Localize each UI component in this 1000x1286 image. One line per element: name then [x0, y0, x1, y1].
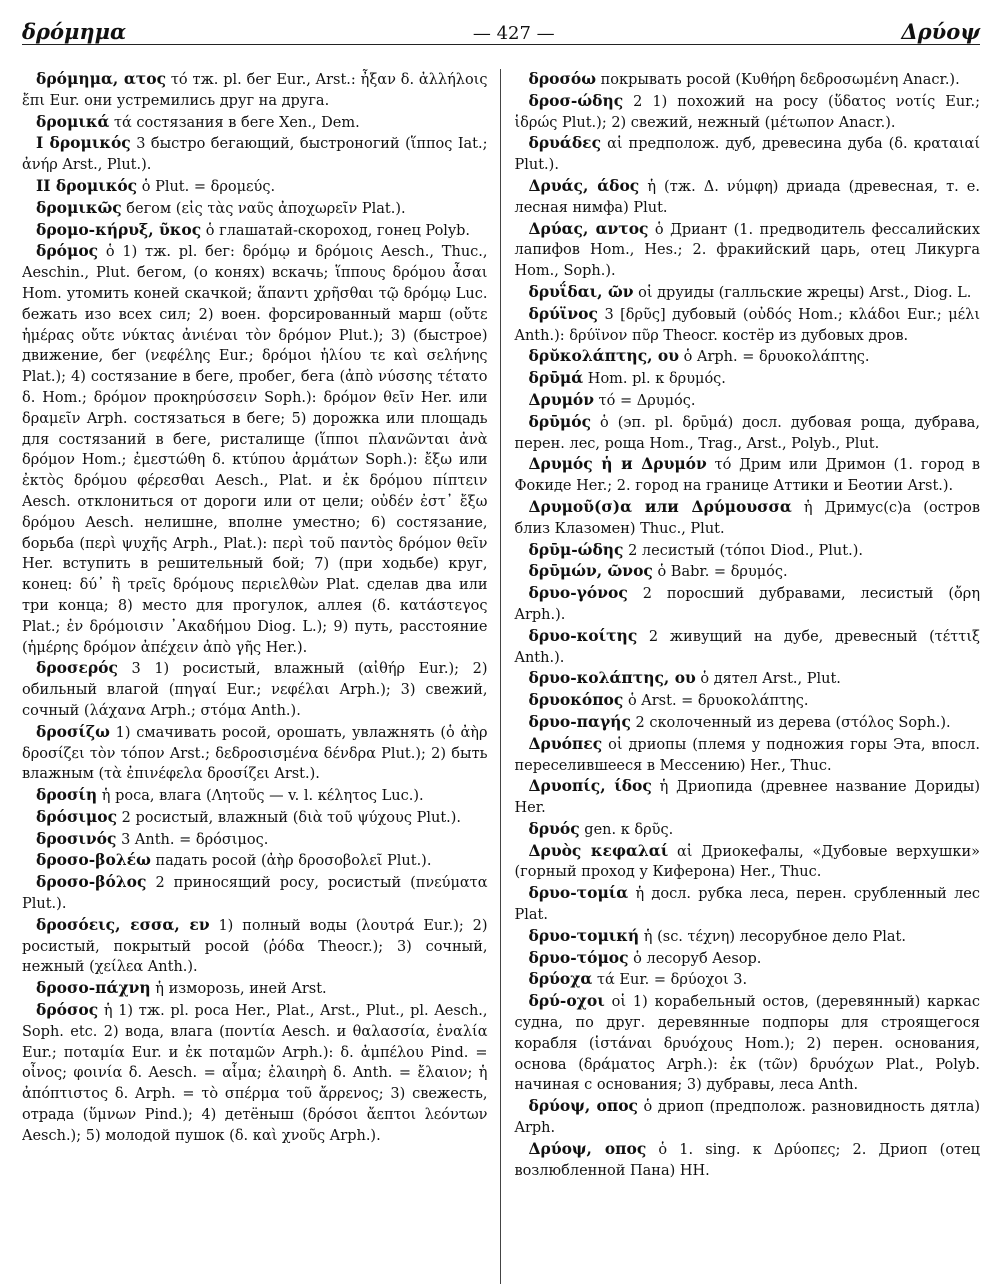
entry-definition: τά Eur. = δρύοχοι 3.	[596, 972, 748, 989]
entry-definition: ἡ роса, влага (Λητοῦς — v. l. κέλητος Luc.).	[101, 788, 424, 805]
dictionary-entry	[515, 561, 981, 583]
entry-definition: ὁ Arph. = δρυοκολάπτης.	[683, 349, 870, 366]
entry-headword: δρόσος	[36, 1000, 99, 1020]
dictionary-entry	[515, 412, 981, 455]
entry-definition: 2 1) похожий на росу (ὕδατος νοτίς Eur.; ἱδρώς Plut.); 2) свежий, нежный (μέτωπον Anacr.).	[514, 93, 980, 131]
dictionary-entry	[515, 1139, 981, 1182]
entry-definition: gen. к δρῦς.	[584, 821, 674, 838]
entry-definition: οἱ дриопы (племя у подножия горы Эта, впосл. переселившееся в Мессению) Her., Thuc.	[514, 736, 980, 774]
dictionary-entry	[515, 368, 981, 390]
entry-headword: δρύοψ, οπος	[528, 1096, 638, 1116]
header-last-word: Δρύοψ	[901, 19, 980, 44]
entry-headword: Δρυὸς κεφαλαί	[528, 840, 669, 860]
entry-headword: Δρυμόν	[528, 389, 595, 409]
entry-definition: ὁ (эп. pl. δρῡμά) досл. дубовая роща, дубрава, перен. лес, роща Hom., Trag., Arst., Polyb., Plut.	[514, 414, 980, 452]
dictionary-entry	[22, 133, 488, 176]
entry-headword: δρῡμ-ώδης	[528, 539, 624, 559]
entry-definition: 2 приносящий росу, росистый (πνεύματα Plut.).	[22, 875, 488, 913]
entry-definition: ὁ 1) тж. pl. бег: δρόμῳ и δρόμοις Aesch., Thuc., Aeschin., Plut. бегом, (о конях) вскачь; ἵππους δρόμου ἆσαι Hom. утомить коней скачкой; ἅπαντι χρῆσθαι τῷ δρόμῳ Luc. бежать изо всех сил; 2) воен. форсированный марш (οὔτε ἡμέρας οὔτε νύκτας ἀνιέναι τὸν δρόμον Plut.); 3) (быстрое) движение, бег (νεφέλης Eur.; δρόμοι ἡλίου τε καὶ σελήνης Plat.); 4) состязание в беге, пробег, бега (ἀπὸ νύσσης τέτατο δ. Hom.; δρόμον προκηρύσσειν Soph.): δρόμον θεῖν Her. или δραμεῖν Arph. состязаться в беге; 5) дорожка или площадь для состязаний в беге, ристалище (ἵπποι πλανῶνται ἀνὰ δρόμον Hom.; ἐμεστώθη δ. κτύπου ἁρμάτων Soph.): ἔξω или ἐκτὸς δρόμου φέρεσθαι Aesch., Plat. и ἐκ δρόμου πίπτειν Aesch. отклониться от дороги или от цели; οὐδέν ἐστ᾽ ἔξω δρόμου Aesch. нелишне, вполне уместно; 6) состязание, борьба (περὶ ψυχῆς Arph., Plat.): περὶ τοῦ παντὸς δρόμον θεῖν Her. вступить в решительный бой; 7) (при ходьбе) круг, конец: δύ᾽ ἢ τρεῖς δρόμους περιελθὼν Plat. сделав два или три конца; 8) место для прогулок, аллея (δ. κατάστεγος Plat.; ἐν δρόμοισιν ᾽Ακαδήμου Diog. L.); 9) путь, расстояние (ἡμέρης δρόμον ἀπέχειν ἀπὸ γῆς Her.).	[22, 244, 488, 656]
entry-definition: τό тж. pl. бег Eur., Arst.: ἦξαν δ. ἀλλήλοις ἔπι Eur. они устремились друг на друга.	[22, 72, 488, 109]
dictionary-entry	[515, 776, 981, 819]
dictionary-entry	[515, 91, 981, 134]
entry-headword: δροσινός	[36, 828, 117, 848]
entry-definition: τά состязания в беге Xen., Dem.	[114, 114, 360, 131]
entry-definition: 1) полный воды (λουτρά Eur.); 2) росистый, покрытый росой (ῥόδα Theocr.); 3) сочный, нежный (χείλεα Anth.).	[22, 917, 488, 976]
entry-headword: δροσο-βολέω	[36, 850, 151, 870]
entry-definition: 2 сколоченный из дерева (στόλος Soph.).	[635, 714, 951, 731]
dictionary-entry	[515, 454, 981, 497]
entry-headword: Δρύοψ, οπος	[528, 1138, 647, 1158]
entry-definition: ὁ 1. sing. к Δρύοπες; 2. Дриоп (отец возлюбленной Пана) HH.	[514, 1141, 980, 1179]
entry-headword: Δρύας, αντος	[528, 218, 649, 238]
dictionary-entry	[515, 282, 981, 304]
dictionary-entry	[515, 497, 981, 540]
dictionary-entry	[515, 948, 981, 970]
dictionary-entry	[515, 926, 981, 948]
entry-headword: δρῠκολάπτης, ου	[528, 346, 680, 366]
dictionary-entry	[22, 1000, 488, 1147]
entry-definition: ἡ (sc. τέχνη) лесорубное дело Plat.	[643, 928, 906, 945]
entry-definition: ἡ Дриопида (древнее название Дориды) Her.	[514, 779, 980, 817]
dictionary-entry	[22, 112, 488, 134]
entry-definition: 3 Anth. = δρόσιμος.	[121, 831, 269, 848]
entry-headword: δρύϊνος	[528, 303, 598, 323]
columns	[22, 69, 980, 1284]
left-column	[22, 69, 501, 1284]
entry-definition: 1) смачивать росой, орошать, увлажнять (ὁ ἀὴρ δροσίζει τὸν τόπον Arst.; δεδροσισμένα δένδρα Plut.); 2) быть влажным (τὰ ἐπινέφελα δροσίζει Arst.).	[22, 724, 488, 783]
entry-definition: ὁ лесоруб Aesop.	[633, 950, 762, 967]
entry-headword: δρόμημα, ατος	[36, 69, 167, 88]
entry-headword: δροσίη	[36, 785, 98, 805]
entry-definition: покрывать росой (Κυθήρη δεδροσωμένη Anacr.).	[600, 72, 960, 88]
entry-definition: падать росой (ἀὴρ δροσοβολεῖ Plut.).	[155, 853, 432, 870]
entry-headword: δρυο-τόμος	[528, 947, 629, 967]
entry-headword: δρῡμών, ῶνος	[528, 561, 653, 581]
entry-definition: τό = Δρυμός.	[598, 392, 696, 409]
dictionary-entry	[515, 1096, 981, 1139]
dictionary-entry	[22, 807, 488, 829]
entry-headword: δρόσιμος	[36, 806, 118, 826]
dictionary-entry	[22, 241, 488, 658]
dictionary-entry	[515, 133, 981, 176]
entry-definition: бегом (εἰς τὰς ναῦς ἀποχωρεῖν Plat.).	[126, 200, 406, 217]
dictionary-entry	[515, 69, 981, 91]
dictionary-entry	[515, 219, 981, 282]
entry-headword: δροσο-πάχνη	[36, 978, 151, 998]
entry-definition: ὁ Arst. = δρυοκολάπτης.	[627, 693, 809, 710]
right-column	[501, 69, 981, 1284]
entry-definition: ὁ глашатай-скороход, гонец Polyb.	[205, 222, 471, 239]
entry-headword: δροσ-ώδης	[528, 90, 624, 110]
entry-definition: 2 лесистый (τόποι Diod., Plut.).	[628, 542, 863, 559]
entry-definition: ἡ изморозь, иней Arst.	[155, 981, 327, 998]
entry-definition: 2 росистый, влажный (διὰ τοῦ ψύχους Plut.).	[121, 809, 462, 826]
entry-definition: αἱ предполож. дуб, древесина дуба (δ. κραταιαί Plut.).	[514, 136, 980, 174]
entry-definition: ἡ Дримус(с)а (остров близ Клазомен) Thuc., Plut.	[514, 499, 980, 537]
header-first-word: δρόμημα	[22, 19, 127, 44]
entry-headword: δροσερός	[36, 658, 118, 678]
dictionary-entry	[515, 668, 981, 690]
dictionary-entry	[515, 991, 981, 1096]
entry-definition: ἡ досл. рубка леса, перен. срубленный лес Plat.	[514, 886, 980, 924]
dictionary-entry	[515, 176, 981, 219]
entry-headword: δροσο-βόλος	[36, 872, 147, 892]
dictionary-entry	[515, 626, 981, 669]
dictionary-entry	[22, 69, 488, 112]
dictionary-entry	[22, 978, 488, 1000]
dictionary-entry	[22, 829, 488, 851]
entry-definition: ὁ Дриант (1. предводитель фессалийских лапифов Hom., Hes.; 2. фракийский царь, отец Ликурга Hom., Soph.).	[514, 221, 980, 280]
entry-headword: δρῡμά	[528, 368, 584, 388]
entry-definition: ἡ 1) тж. pl. роса Her., Plat., Arst., Plut., pl. Aesch., Soph. etc. 2) вода, влага (ποντία Aesch. и θαλασσία, ἐναλία Eur.; ποταμία Eur. и ἐκ ποταμῶν Arph.): δ. ἀμπέλου Pind. = οἶνος; φοινία δ. Aesch. = αἷμα; ἐλαιηρὴ δ. Anth. = ἔλαιον; ἡ ἀπόπτιστος δ. Arph. = τὸ σπέρμα τοῦ ἄρρενος; 3) свежесть, отрада (ὕμνων Pind.); 4) детёныш (δρόσοι ἄεπτοι λεόντων Aesch.); 5) молодой пушок (δ. καὶ χνοῦς Arph.).	[22, 1003, 488, 1144]
entry-headword: Δρυόπες	[528, 733, 603, 753]
entry-headword: δρύ-οχοι	[528, 991, 605, 1011]
entry-headword: δρυο-τομική	[528, 925, 640, 945]
entry-headword: δρυοκόπος	[528, 690, 624, 710]
dictionary-entry	[515, 969, 981, 991]
entry-definition: 3 [δρῦς] дубовый (οὐδός Hom.; κλάδοι Eur.; μέλι Anth.): δρύϊνον πῦρ Theocr. костёр из дубовых дров.	[514, 306, 980, 344]
entry-headword: δρυός	[528, 818, 580, 838]
dictionary-entry	[515, 841, 981, 884]
dictionary-entry	[22, 915, 488, 978]
dictionary-entry	[22, 198, 488, 220]
entry-headword: δρυο-κολάπτης, ου	[528, 668, 696, 688]
entry-headword: δρυο-κοίτης	[528, 625, 638, 645]
entry-headword: δρομο-κήρυξ, ῦκος	[36, 219, 202, 239]
entry-headword: δρυΐδαι, ῶν	[528, 281, 634, 301]
entry-definition: οἱ друиды (галльские жрецы) Arst., Diog. L.	[638, 284, 972, 301]
dictionary-entry	[515, 819, 981, 841]
entry-headword: I δρομικός	[36, 133, 131, 153]
entry-definition: αἱ Дриокефалы, «Дубовые верхушки» (горный проход у Киферона) Her., Thuc.	[514, 843, 980, 881]
entry-definition: 2 живущий на дубе, древесный (τέττιξ Anth.).	[514, 628, 980, 666]
dictionary-entry	[22, 872, 488, 915]
dictionary-entry	[22, 658, 488, 721]
entry-definition: ὁ дятел Arst., Plut.	[700, 671, 841, 688]
entry-headword: Δρυμοῦ(σ)α или Δρύμουσσα	[528, 496, 792, 516]
entry-headword: δροσόω	[528, 69, 597, 88]
entry-definition: τό Дрим или Дримон (1. город в Фокиде Her.; 2. город на границе Аттики и Беотии Arst.).	[514, 457, 980, 495]
dictionary-entry	[515, 583, 981, 626]
entry-headword: δρόμος	[36, 241, 99, 261]
entry-definition: ὁ Plut. = δρομεύς.	[141, 178, 276, 195]
dictionary-entry	[515, 690, 981, 712]
entry-headword: δρυο-παγής	[528, 711, 631, 731]
dictionary-entry	[22, 785, 488, 807]
entry-headword: δροσόεις, εσσα, εν	[36, 914, 210, 934]
dictionary-entry	[515, 540, 981, 562]
entry-headword: δρυο-τομία	[528, 883, 629, 903]
dictionary-entry	[515, 346, 981, 368]
entry-headword: δρυο-γόνος	[528, 583, 628, 603]
dictionary-entry	[22, 722, 488, 785]
entry-headword: δρυάδες	[528, 133, 602, 153]
entry-definition: Hom. pl. к δρυμός.	[587, 371, 726, 388]
entry-definition: οἱ 1) корабельный остов, (деревянный) каркас судна, по друг. деревянные подпоры для строящегося корабля (ἱστάναι δρυόχους Hom.); 2) перен. основания, основа (δράματος Arph.): ἐκ (τῶν) δρυόχων Plat., Polyb. начиная с основания; 3) дубравы, леса Anth.	[514, 994, 980, 1094]
page-number: — 427 —	[472, 23, 555, 44]
entry-definition: ἡ (тж. Δ. νύμφη) дриада (древесная, т. е. лесная нимфа) Plut.	[514, 178, 980, 216]
dictionary-entry	[515, 883, 981, 926]
page-header	[22, 10, 980, 45]
entry-headword: δροσίζω	[36, 721, 110, 741]
entry-headword: II δρομικός	[36, 175, 138, 195]
dictionary-entry	[515, 712, 981, 734]
entry-definition: 3 быстро бегающий, быстроногий (ἵππος Iat.; ἀνήρ Arst., Plut.).	[22, 136, 488, 174]
dictionary-entry	[515, 304, 981, 347]
entry-headword: δρῡμός	[528, 411, 592, 431]
entry-headword: Δρυάς, άδος	[528, 175, 640, 195]
entry-headword: δρύοχα	[528, 969, 593, 989]
entry-definition: 2 поросший дубравами, лесистый (ὄρη Arph.).	[514, 586, 980, 623]
entry-headword: δρομικῶς	[36, 197, 122, 217]
entry-definition: ὁ дриоп (предполож. разновидность дятла) Arph.	[514, 1099, 980, 1137]
entry-headword: Δρυμός ἡ и Δρυμόν	[528, 454, 707, 474]
entry-definition: 3 1) росистый, влажный (αἰθήρ Eur.); 2) обильный влагой (πηγαί Eur.; νεφέλαι Arph.); 3) свежий, сочный (λάχανα Arph.; στόμα Anth.).	[22, 661, 488, 719]
dictionary-entry	[22, 850, 488, 872]
entry-definition: ὁ Babr. = δρυμός.	[657, 564, 788, 581]
dictionary-entry	[22, 220, 488, 242]
dictionary-entry	[515, 390, 981, 412]
dictionary-entry	[22, 176, 488, 198]
entry-headword: δρομικά	[36, 111, 110, 131]
dictionary-entry	[515, 734, 981, 777]
entry-headword: Δρυοπίς, ίδος	[528, 776, 652, 796]
